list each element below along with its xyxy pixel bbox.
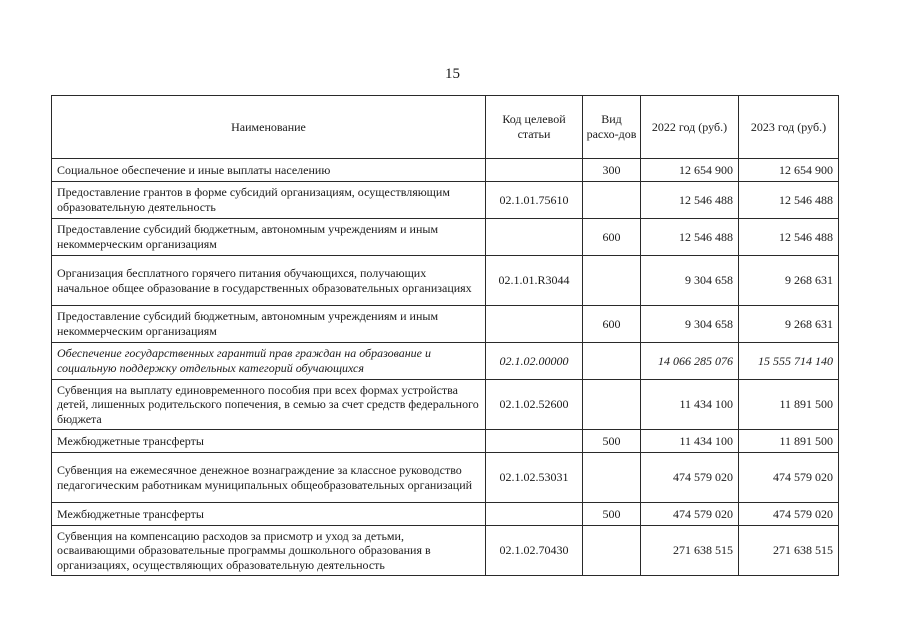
row-amount-2023: 12 654 900 xyxy=(739,159,839,182)
row-amount-2023: 12 546 488 xyxy=(739,182,839,219)
row-code xyxy=(486,306,583,343)
row-name: Межбюджетные трансферты xyxy=(52,430,486,453)
header-year-2023: 2023 год (руб.) xyxy=(739,96,839,159)
row-code: 02.1.02.00000 xyxy=(486,343,583,380)
row-amount-2023: 15 555 714 140 xyxy=(739,343,839,380)
row-expense-type: 500 xyxy=(583,503,641,526)
row-name: Предоставление субсидий бюджетным, автономным учреждениям и иным некоммерческим организациям xyxy=(52,219,486,256)
row-expense-type: 600 xyxy=(583,306,641,343)
row-amount-2023: 271 638 515 xyxy=(739,526,839,576)
row-amount-2023: 11 891 500 xyxy=(739,380,839,430)
table-row xyxy=(52,380,839,430)
row-expense-type xyxy=(583,453,641,503)
row-code xyxy=(486,159,583,182)
table-row xyxy=(52,159,839,182)
row-amount-2022: 9 304 658 xyxy=(641,256,739,306)
header-expense-type: Вид расхо-дов xyxy=(583,96,641,159)
row-name: Социальное обеспечение и иные выплаты населению xyxy=(52,159,486,182)
table-row xyxy=(52,219,839,256)
row-expense-type xyxy=(583,380,641,430)
row-name: Субвенция на выплату единовременного пособия при всех формах устройства детей, лишенных родительского попечения, в семью за счет средств федерального бюджета xyxy=(52,380,486,430)
table-row xyxy=(52,453,839,503)
table-row xyxy=(52,526,839,576)
row-code xyxy=(486,503,583,526)
row-code: 02.1.02.53031 xyxy=(486,453,583,503)
row-amount-2022: 9 304 658 xyxy=(641,306,739,343)
row-amount-2023: 9 268 631 xyxy=(739,306,839,343)
row-amount-2023: 11 891 500 xyxy=(739,430,839,453)
header-year-2022: 2022 год (руб.) xyxy=(641,96,739,159)
budget-table xyxy=(51,95,839,576)
row-amount-2022: 12 546 488 xyxy=(641,182,739,219)
row-amount-2022: 11 434 100 xyxy=(641,380,739,430)
row-code: 02.1.02.70430 xyxy=(486,526,583,576)
row-code: 02.1.01.75610 xyxy=(486,182,583,219)
row-name: Организация бесплатного горячего питания обучающихся, получающих начальное общее образование в государственных образовательных организациях xyxy=(52,256,486,306)
row-amount-2022: 11 434 100 xyxy=(641,430,739,453)
row-expense-type xyxy=(583,343,641,380)
table-row xyxy=(52,306,839,343)
row-expense-type xyxy=(583,526,641,576)
row-amount-2022: 14 066 285 076 xyxy=(641,343,739,380)
row-amount-2022: 474 579 020 xyxy=(641,503,739,526)
header-name: Наименование xyxy=(52,96,486,159)
table-row xyxy=(52,430,839,453)
row-expense-type: 500 xyxy=(583,430,641,453)
row-amount-2023: 9 268 631 xyxy=(739,256,839,306)
row-code: 02.1.01.R3044 xyxy=(486,256,583,306)
row-code xyxy=(486,430,583,453)
table-row xyxy=(52,182,839,219)
row-amount-2023: 474 579 020 xyxy=(739,453,839,503)
row-expense-type: 600 xyxy=(583,219,641,256)
row-name: Предоставление субсидий бюджетным, автономным учреждениям и иным некоммерческим организациям xyxy=(52,306,486,343)
row-expense-type xyxy=(583,256,641,306)
row-amount-2022: 12 546 488 xyxy=(641,219,739,256)
row-name: Предоставление грантов в форме субсидий организациям, осуществляющим образовательную деятельность xyxy=(52,182,486,219)
table-row xyxy=(52,256,839,306)
row-name: Субвенция на ежемесячное денежное вознаграждение за классное руководство педагогическим работникам муниципальных общеобразовательных организаций xyxy=(52,453,486,503)
row-name: Межбюджетные трансферты xyxy=(52,503,486,526)
row-name: Обеспечение государственных гарантий прав граждан на образование и социальную поддержку отдельных категорий обучающихся xyxy=(52,343,486,380)
header-code: Код целевой статьи xyxy=(486,96,583,159)
row-code: 02.1.02.52600 xyxy=(486,380,583,430)
table-row xyxy=(52,503,839,526)
row-expense-type xyxy=(583,182,641,219)
row-amount-2022: 474 579 020 xyxy=(641,453,739,503)
row-expense-type: 300 xyxy=(583,159,641,182)
table-row xyxy=(52,343,839,380)
table-header-row xyxy=(52,96,839,159)
row-amount-2022: 12 654 900 xyxy=(641,159,739,182)
row-name: Субвенция на компенсацию расходов за присмотр и уход за детьми, осваивающими образовательные программы дошкольного образования в организациях, осуществляющих образовательную деятельность xyxy=(52,526,486,576)
row-amount-2023: 12 546 488 xyxy=(739,219,839,256)
row-code xyxy=(486,219,583,256)
row-amount-2023: 474 579 020 xyxy=(739,503,839,526)
row-amount-2022: 271 638 515 xyxy=(641,526,739,576)
page-number: 15 xyxy=(445,66,460,82)
